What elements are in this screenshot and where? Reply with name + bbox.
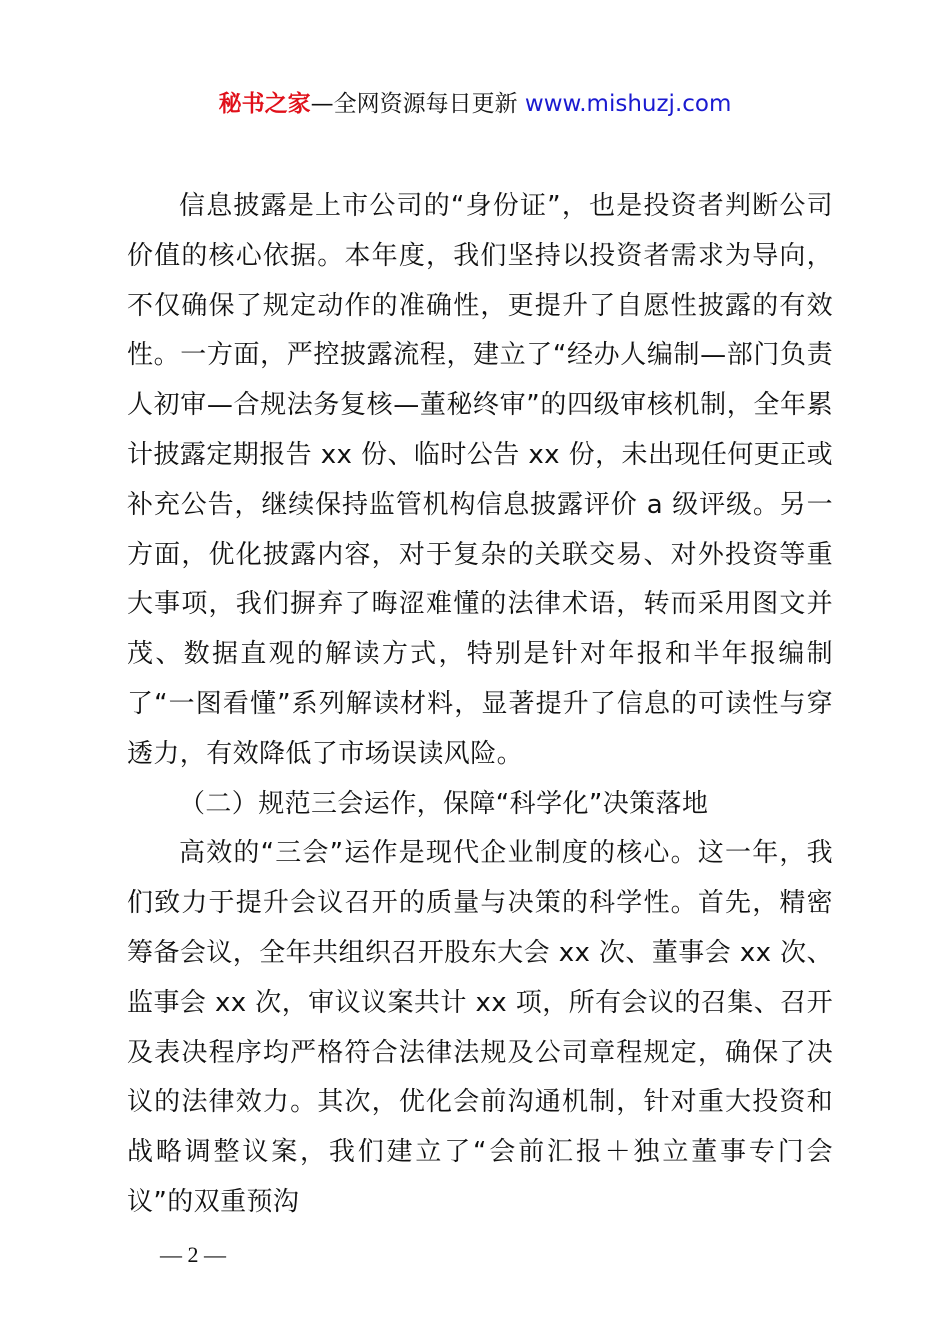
brand-name: 秘书之家 [218, 91, 311, 117]
site-header [0, 88, 950, 120]
document-body [127, 182, 833, 1228]
header-tagline: —全网资源每日更新 [310, 91, 518, 117]
section-heading: （二）规范三会运作，保障“科学化”决策落地 [179, 788, 709, 819]
body-paragraph-disclosure: 信息披露是上市公司的“身份证”，也是投资者判断公司价值的核心依据。本年度，我们坚持以投资者需求为导向，不仅确保了规定动作的准确性，更提升了自愿性披露的有效性。一方面，严控披露流程，建立了“经办人编制—部门负责人初审—合规法务复核—董秘终审”的四级审核机制，全年累计披露定期报告 xx 份、临时公告 xx 份，未出现任何更正或补充公告，继续保持监管机构信息披露评价 a 级评级。另一方面，优化披露内容，对于复杂的关联交易、对外投资等重大事项，我们摒弃了晦涩难懂的法律术语，转而采用图文并茂、数据直观的解读方式，特别是针对年报和半年报编制了“一图看懂”系列解读材料，显著提升了信息的可读性与穿透力，有效降低了市场误读风险。 [127, 191, 833, 769]
body-paragraph-meetings: 高效的“三会”运作是现代企业制度的核心。这一年，我们致力于提升会议召开的质量与决策的科学性。首先，精密筹备会议，全年共组织召开股东大会 xx 次、董事会 xx 次、监事会 xx 次，审议议案共计 xx 项，所有会议的召集、召开及表决程序均严格符合法律法规及公司章程规定，确保了决议的法律效力。其次，优化会前沟通机制，针对重大投资和战略调整议案，我们建立了“会前汇报＋独立董事专门会议”的双重预沟 [127, 838, 833, 1217]
site-url-link[interactable]: www.mishuzj.com [524, 91, 732, 117]
page-number: — 2 — [160, 1242, 226, 1267]
